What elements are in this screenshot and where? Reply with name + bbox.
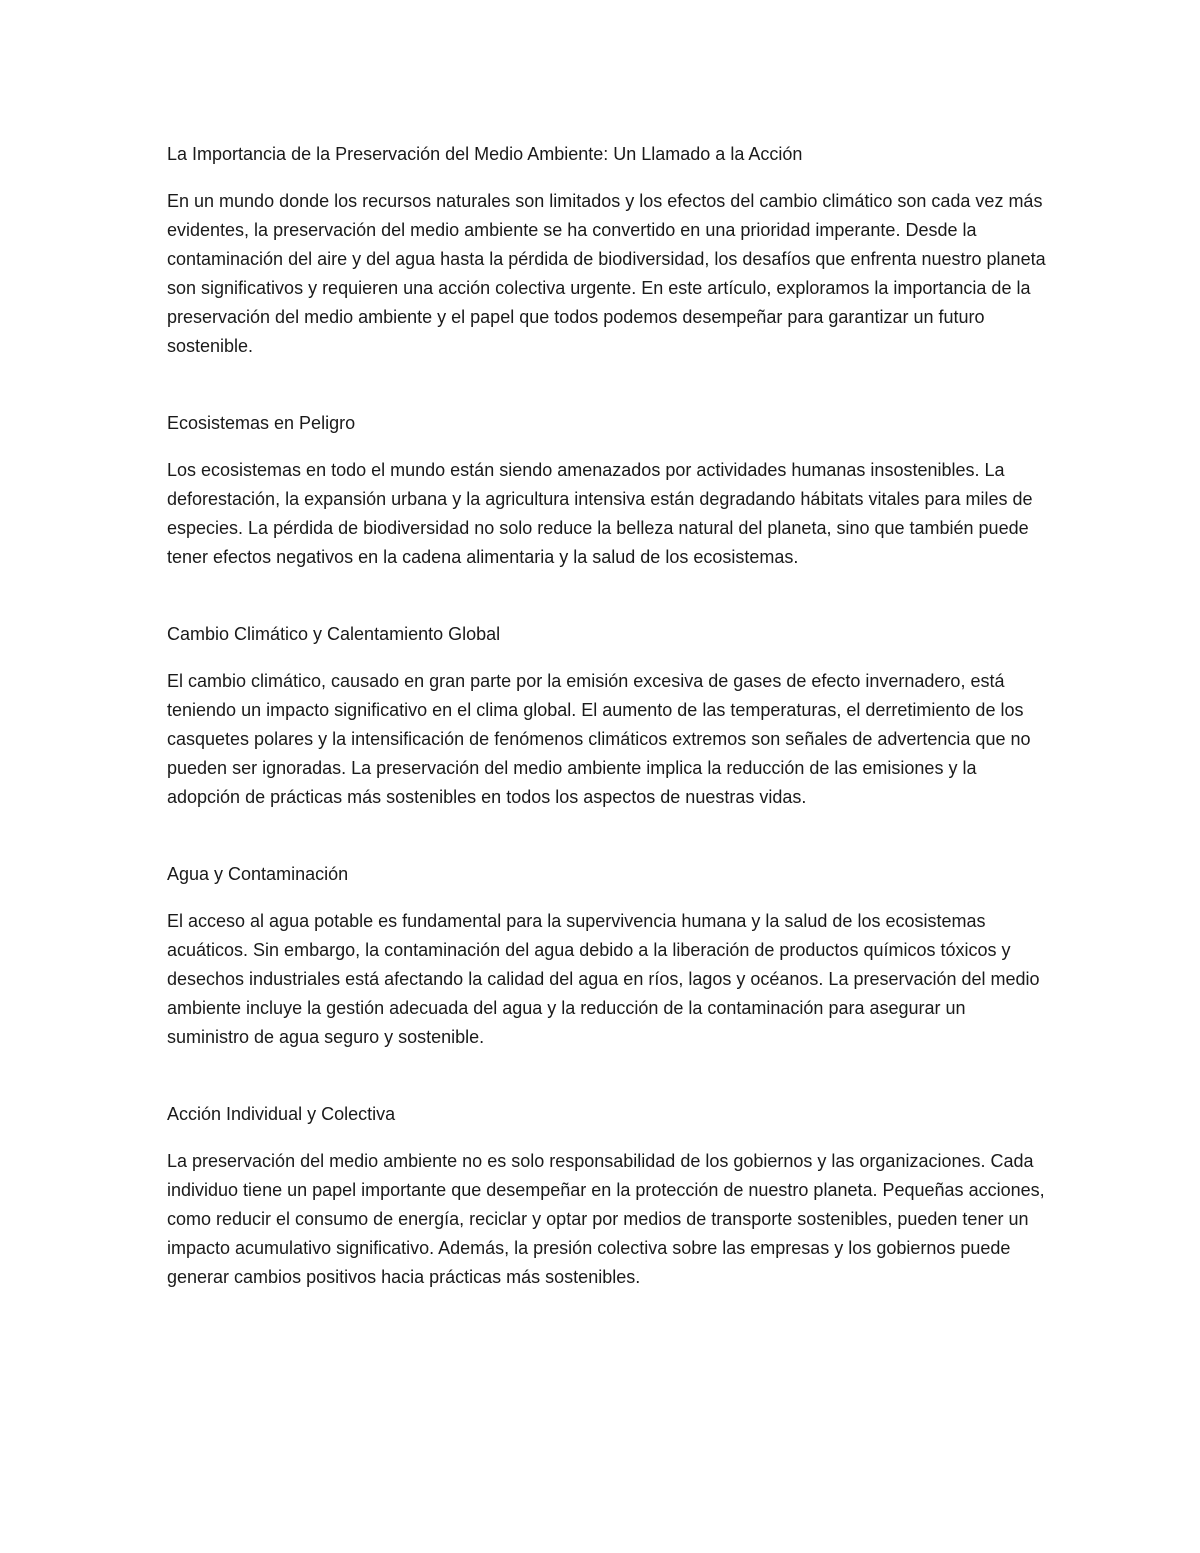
spacer — [167, 361, 1047, 409]
document-title: La Importancia de la Preservación del Medio Ambiente: Un Llamado a la Acción — [167, 144, 803, 164]
section-paragraph: El acceso al agua potable es fundamental para la supervivencia humana y la salud de los ecosistemas acuáticos. Sin embargo, la contaminación del agua debido a la liberación de productos químicos tóxicos y desechos industriales está afectando la calidad del agua en ríos, lagos y océanos. La preservación del medio ambiente incluye la gestión adecuada del agua y la reducción de la contaminación para asegurar un suministro de agua seguro y sostenible. — [167, 911, 1040, 1047]
section-accion — [167, 1100, 1047, 1292]
intro-paragraph: En un mundo donde los recursos naturales son limitados y los efectos del cambio climático son cada vez más evidentes, la preservación del medio ambiente se ha convertido en una prioridad imperante. Desde la contaminación del aire y del agua hasta la pérdida de biodiversidad, los desafíos que enfrenta nuestro planeta son significativos y requieren una acción colectiva urgente. En este artículo, exploramos la importancia de la preservación del medio ambiente y el papel que todos podemos desempeñar para garantizar un futuro sostenible. — [167, 191, 1046, 356]
spacer — [167, 572, 1047, 620]
spacer — [167, 1052, 1047, 1100]
section-cambio-climatico — [167, 620, 1047, 812]
section-paragraph: Los ecosistemas en todo el mundo están siendo amenazados por actividades humanas insostenibles. La deforestación, la expansión urbana y la agricultura intensiva están degradando hábitats vitales para miles de especies. La pérdida de biodiversidad no solo reduce la belleza natural del planeta, sino que también puede tener efectos negativos en la cadena alimentaria y la salud de los ecosistemas. — [167, 460, 1033, 567]
section-heading: Agua y Contaminación — [167, 864, 349, 884]
section-agua — [167, 860, 1047, 1052]
section-heading: Ecosistemas en Peligro — [167, 413, 356, 433]
document-content — [167, 140, 1047, 1292]
section-heading: Acción Individual y Colectiva — [167, 1104, 396, 1124]
section-paragraph: La preservación del medio ambiente no es solo responsabilidad de los gobiernos y las organizaciones. Cada individuo tiene un papel importante que desempeñar en la protección de nuestro planeta. Pequeñas acciones, como reducir el consumo de energía, reciclar y optar por medios de transporte sostenibles, pueden tener un impacto acumulativo significativo. Además, la presión colectiva sobre las empresas y los gobiernos puede generar cambios positivos hacia prácticas más sostenibles. — [167, 1151, 1045, 1287]
section-paragraph: El cambio climático, causado en gran parte por la emisión excesiva de gases de efecto invernadero, está teniendo un impacto significativo en el clima global. El aumento de las temperaturas, el derretimiento de los casquetes polares y la intensificación de fenómenos climáticos extremos son señales de advertencia que no pueden ser ignoradas. La preservación del medio ambiente implica la reducción de las emisiones y la adopción de prácticas más sostenibles en todos los aspectos de nuestras vidas. — [167, 671, 1031, 807]
spacer — [167, 812, 1047, 860]
section-heading: Cambio Climático y Calentamiento Global — [167, 624, 501, 644]
section-ecosistemas — [167, 409, 1047, 572]
